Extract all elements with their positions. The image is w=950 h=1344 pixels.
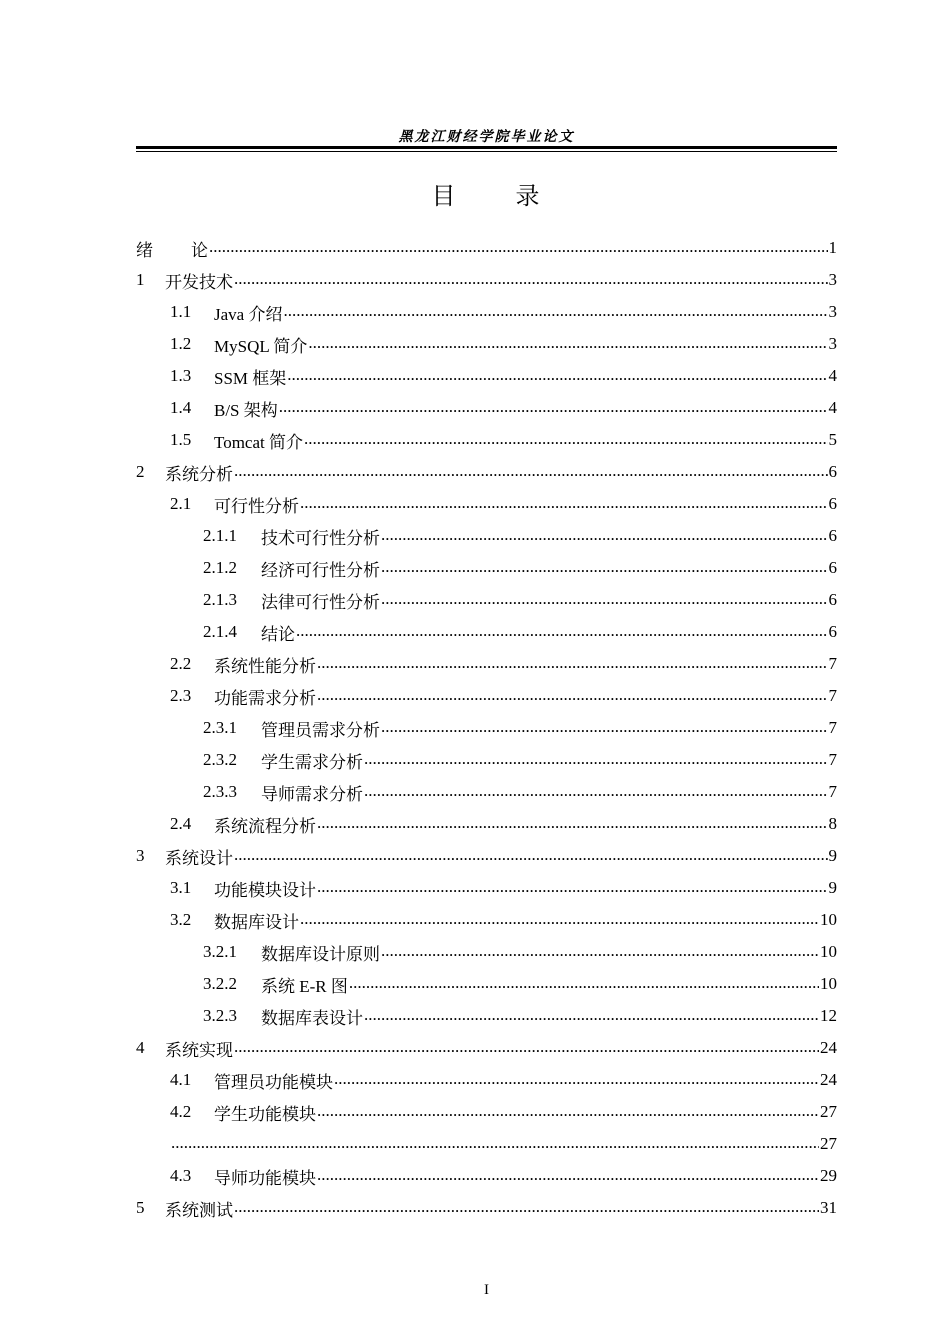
toc-title-char-2: 录 — [515, 184, 542, 210]
toc-leader-dots — [279, 397, 828, 417]
toc-entry[interactable] — [136, 840, 837, 872]
toc-leader-dots — [317, 685, 828, 705]
toc-entry-number: 2.4 — [170, 814, 192, 833]
page-number: I — [484, 1282, 489, 1298]
toc-entry-label: 导师需求分析 — [261, 784, 363, 804]
table-of-contents — [136, 232, 837, 1224]
intro-char-1: 绪 — [136, 240, 153, 260]
toc-entry[interactable] — [136, 648, 837, 680]
toc-entry-label: 数据库设计原则 — [261, 944, 380, 964]
toc-entry[interactable] — [136, 968, 837, 1000]
toc-entry-label: 功能需求分析 — [214, 688, 316, 708]
toc-entry[interactable] — [136, 904, 837, 936]
toc-entry-number: 3.2.2 — [203, 974, 237, 993]
toc-entry-label: 可行性分析 — [214, 496, 299, 516]
toc-entry-page: 3 — [828, 270, 837, 289]
toc-entry[interactable] — [136, 392, 837, 424]
toc-entry-number: 3.2 — [170, 910, 192, 929]
toc-leader-dots — [300, 909, 819, 929]
toc-entry[interactable] — [136, 520, 837, 552]
toc-entry-number: 2.3.1 — [203, 718, 237, 737]
toc-leader-dots — [308, 333, 827, 353]
toc-leader-dots — [300, 493, 828, 513]
toc-entry-number: 4 — [136, 1038, 145, 1057]
toc-entry-number: 3.2.1 — [203, 942, 237, 961]
toc-leader-dots — [317, 653, 828, 673]
toc-leader-dots — [317, 877, 828, 897]
toc-entry[interactable] — [136, 424, 837, 456]
toc-entry-page: 24 — [820, 1070, 837, 1089]
toc-leader-dots — [283, 301, 827, 321]
header-rule-thick — [136, 146, 837, 149]
toc-entry-label: 学生功能模块 — [214, 1104, 316, 1124]
toc-leader-dots — [317, 1165, 819, 1185]
toc-entry[interactable] — [136, 456, 837, 488]
toc-leader-dots — [304, 429, 828, 449]
toc-entry[interactable] — [136, 872, 837, 904]
toc-entry[interactable] — [136, 1064, 837, 1096]
toc-entry-number: 1.5 — [170, 430, 192, 449]
page-header: 黑龙江财经学院毕业论文 — [398, 130, 575, 145]
toc-entry-page: 12 — [820, 1006, 837, 1025]
toc-entry-label: 经济可行性分析 — [261, 560, 380, 580]
toc-leader-dots — [364, 749, 828, 769]
toc-entry[interactable] — [136, 1192, 837, 1224]
toc-entry-number: 2 — [136, 462, 145, 481]
toc-leader-dots — [317, 813, 828, 833]
toc-leader-dots — [381, 557, 828, 577]
toc-entry-page: 6 — [828, 526, 837, 545]
toc-entry[interactable] — [136, 296, 837, 328]
toc-entry-number: 2.3.3 — [203, 782, 237, 801]
toc-entry-number: 4.1 — [170, 1070, 192, 1089]
toc-entry-label: 系统流程分析 — [214, 816, 316, 836]
toc-entry[interactable] — [136, 584, 837, 616]
toc-leader-dots — [234, 461, 828, 481]
toc-entry-page: 31 — [820, 1198, 837, 1217]
toc-entry-label: B/S 架构 — [214, 400, 278, 420]
toc-entry-number: 3.2.3 — [203, 1006, 237, 1025]
toc-entry-page: 7 — [828, 718, 837, 737]
toc-entry[interactable] — [136, 744, 837, 776]
toc-entry-number: 1.4 — [170, 398, 192, 417]
toc-entry[interactable] — [136, 264, 837, 296]
toc-entry-label — [136, 236, 208, 261]
toc-entry-page: 4 — [828, 398, 837, 417]
toc-entry[interactable] — [136, 328, 837, 360]
toc-entry-page: 1 — [828, 238, 837, 257]
toc-entry-number: 4.2 — [170, 1102, 192, 1121]
toc-entry[interactable] — [136, 360, 837, 392]
intro-char-2: 论 — [191, 240, 208, 260]
toc-leader-dots — [171, 1133, 819, 1153]
toc-entry-label: 法律可行性分析 — [261, 592, 380, 612]
toc-entry-label: 系统设计 — [165, 848, 233, 868]
toc-entry-label: 开发技术 — [165, 272, 233, 292]
toc-entry[interactable] — [136, 712, 837, 744]
header-rule-thin — [136, 151, 837, 152]
toc-leader-dots — [234, 1197, 819, 1217]
toc-entry[interactable] — [136, 936, 837, 968]
toc-entry-blank[interactable] — [136, 1128, 837, 1160]
toc-entry[interactable] — [136, 616, 837, 648]
toc-entry-page: 6 — [828, 462, 837, 481]
toc-entry-page: 6 — [828, 622, 837, 641]
toc-entry-number: 2.3 — [170, 686, 192, 705]
toc-entry-number: 1.1 — [170, 302, 192, 321]
toc-entry-number: 2.1 — [170, 494, 192, 513]
toc-entry-label: 系统测试 — [165, 1200, 233, 1220]
toc-entry-label: 管理员功能模块 — [214, 1072, 333, 1092]
toc-entry-page: 27 — [820, 1134, 837, 1153]
toc-entry[interactable] — [136, 1000, 837, 1032]
toc-entry[interactable] — [136, 1160, 837, 1192]
toc-entry-page: 6 — [828, 558, 837, 577]
toc-entry-label: 系统实现 — [165, 1040, 233, 1060]
toc-leader-dots — [364, 1005, 819, 1025]
toc-entry-page: 7 — [828, 654, 837, 673]
toc-entry-label: 系统性能分析 — [214, 656, 316, 676]
toc-entry-label: Tomcat 简介 — [214, 432, 303, 452]
toc-entry-page: 7 — [828, 782, 837, 801]
toc-entry-page: 6 — [828, 590, 837, 609]
toc-entry-label: 数据库设计 — [214, 912, 299, 932]
toc-entry-page: 3 — [828, 334, 837, 353]
toc-entry-page: 5 — [828, 430, 837, 449]
toc-leader-dots — [287, 365, 827, 385]
toc-title — [0, 176, 950, 211]
toc-entry-number: 3 — [136, 846, 145, 865]
toc-entry-label: 导师功能模块 — [214, 1168, 316, 1188]
toc-entry-number: 2.1.3 — [203, 590, 237, 609]
toc-leader-dots — [209, 237, 828, 257]
toc-entry-label: Java 介绍 — [214, 304, 283, 324]
toc-entry[interactable] — [136, 552, 837, 584]
toc-entry-intro[interactable] — [136, 232, 837, 264]
toc-entry[interactable] — [136, 680, 837, 712]
toc-entry-page: 27 — [820, 1102, 837, 1121]
toc-entry[interactable] — [136, 808, 837, 840]
toc-entry-page: 10 — [820, 942, 837, 961]
toc-entry-number: 4.3 — [170, 1166, 192, 1185]
toc-entry-label: SSM 框架 — [214, 368, 287, 388]
toc-entry-label: 学生需求分析 — [261, 752, 363, 772]
toc-entry-label: 功能模块设计 — [214, 880, 316, 900]
toc-entry-number: 3.1 — [170, 878, 192, 897]
toc-leader-dots — [381, 589, 828, 609]
toc-entry-page: 6 — [828, 494, 837, 513]
toc-entry-label: 数据库表设计 — [261, 1008, 363, 1028]
toc-leader-dots — [234, 1037, 819, 1057]
toc-leader-dots — [296, 621, 828, 641]
toc-leader-dots — [234, 845, 828, 865]
toc-entry[interactable] — [136, 1096, 837, 1128]
toc-entry-page: 9 — [828, 846, 837, 865]
toc-entry-label: 管理员需求分析 — [261, 720, 380, 740]
toc-entry-page: 8 — [828, 814, 837, 833]
toc-entry[interactable] — [136, 1032, 837, 1064]
toc-entry-label: 技术可行性分析 — [261, 528, 380, 548]
toc-entry[interactable] — [136, 488, 837, 520]
toc-entry-number: 2.1.4 — [203, 622, 237, 641]
toc-entry-page: 9 — [828, 878, 837, 897]
toc-leader-dots — [234, 269, 828, 289]
toc-entry-label: 结论 — [261, 624, 295, 644]
toc-entry-label: 系统分析 — [165, 464, 233, 484]
toc-entry-number: 5 — [136, 1198, 145, 1217]
toc-entry-label: 系统 E-R 图 — [261, 976, 348, 996]
toc-entry-page: 10 — [820, 910, 837, 929]
toc-leader-dots — [381, 525, 828, 545]
toc-entry-label: MySQL 简介 — [214, 336, 308, 356]
toc-leader-dots — [364, 781, 828, 801]
toc-leader-dots — [381, 941, 819, 961]
toc-entry-page: 3 — [828, 302, 837, 321]
toc-leader-dots — [334, 1069, 819, 1089]
toc-entry-page: 24 — [820, 1038, 837, 1057]
toc-entry-page: 4 — [828, 366, 837, 385]
toc-entry-page: 29 — [820, 1166, 837, 1185]
toc-entry-number: 1.2 — [170, 334, 192, 353]
toc-entry[interactable] — [136, 776, 837, 808]
toc-entry-number: 1.3 — [170, 366, 192, 385]
toc-entry-number: 2.1.2 — [203, 558, 237, 577]
toc-entry-number: 2.3.2 — [203, 750, 237, 769]
toc-entry-page: 10 — [820, 974, 837, 993]
toc-entry-number: 2.2 — [170, 654, 192, 673]
toc-leader-dots — [349, 973, 819, 993]
toc-leader-dots — [381, 717, 828, 737]
toc-entry-page: 7 — [828, 686, 837, 705]
toc-leader-dots — [317, 1101, 819, 1121]
toc-entry-number: 2.1.1 — [203, 526, 237, 545]
toc-entry-number: 1 — [136, 270, 145, 289]
toc-entry-page: 7 — [828, 750, 837, 769]
toc-title-char-1: 目 — [431, 184, 458, 210]
